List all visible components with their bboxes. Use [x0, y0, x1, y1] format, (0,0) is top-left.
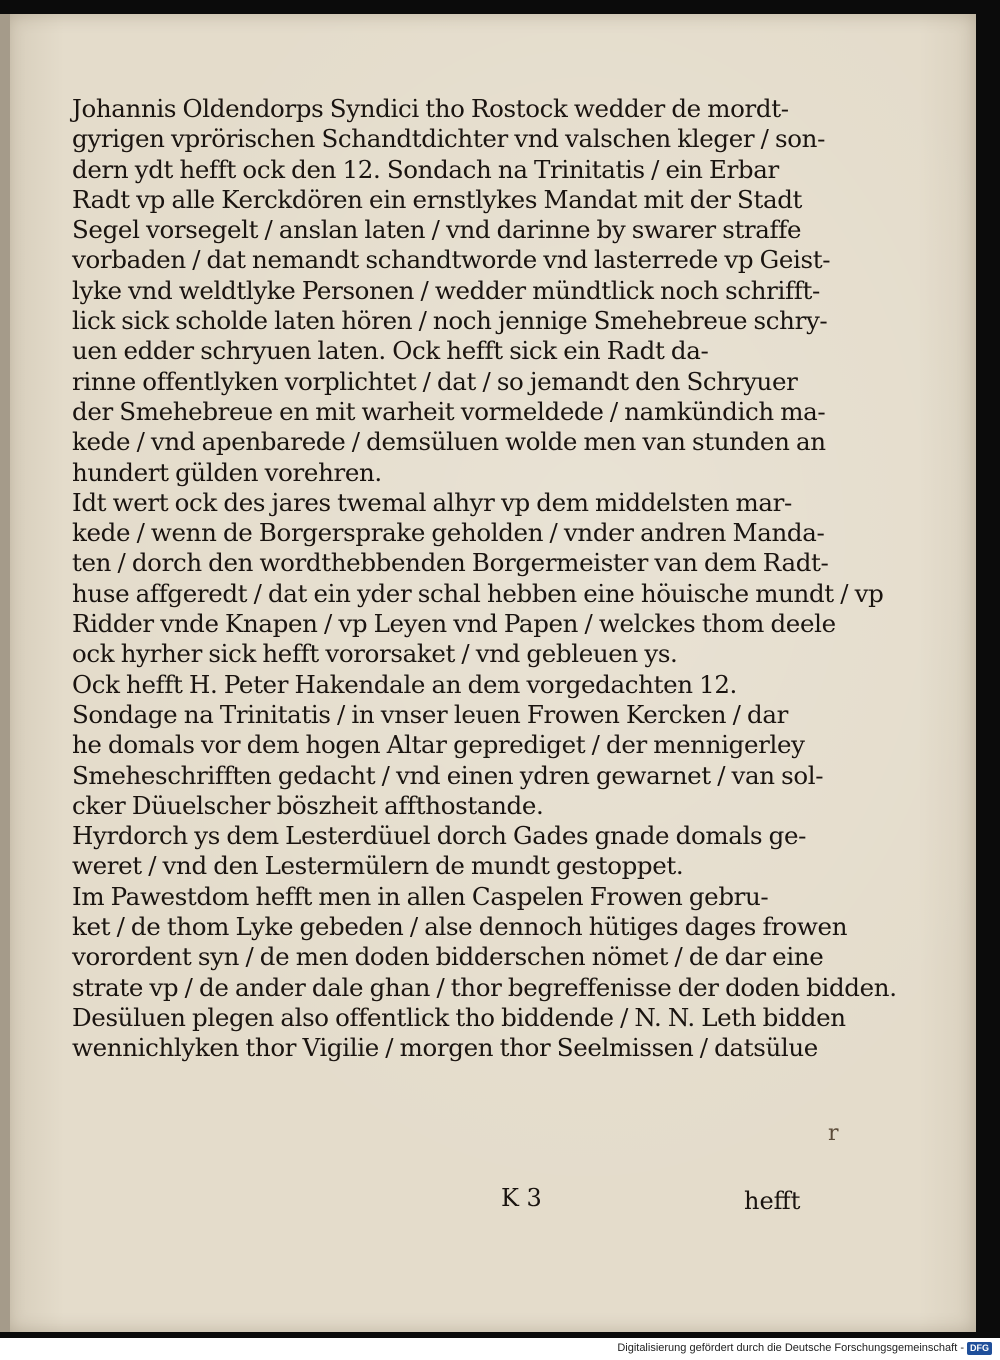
margin-mark: r: [828, 1121, 839, 1146]
text-line: uen edder schryuen laten. Ock hefft sick ein Radt da-: [72, 336, 709, 366]
text-line: Smeheschrifften gedacht / vnd einen ydren gewarnet / van sol-: [72, 760, 824, 790]
text-line: ock hyrher sick hefft vororsaket / vnd gebleuen ys.: [72, 639, 678, 669]
text-line: rinne offentlyken vorplichtet / dat / so jemandt den Schryuer: [72, 366, 798, 396]
text-line: wennichlyken thor Vigilie / morgen thor Seelmissen / datsülue: [72, 1033, 818, 1063]
text-line: Idt wert ock des jares twemal alhyr vp dem middelsten mar-: [72, 487, 792, 517]
funding-credit: Digitalisierung gefördert durch die Deutsche Forschungsgemeinschaft -: [617, 1342, 964, 1354]
page-body-text: [72, 94, 897, 1064]
text-line: vorbaden / dat nemandt schandtworde vnd lasterrede vp Geist-: [72, 245, 831, 275]
dfg-logo-icon: DFG: [967, 1342, 992, 1355]
text-line: Ridder vnde Knapen / vp Leyen vnd Papen / welckes thom deele: [72, 609, 836, 639]
text-line: Radt vp alle Kerckdören ein ernstlykes Mandat mit der Stadt: [72, 184, 803, 214]
text-line: Ock hefft H. Peter Hakendale an dem vorgedachten 12.: [72, 669, 737, 699]
text-line: huse affgeredt / dat ein yder schal hebben eine höuische mundt / vp: [72, 578, 884, 608]
text-line: ten / dorch den wordthebbenden Borgermeister van dem Radt-: [72, 548, 829, 578]
text-line: lyke vnd weldtlyke Personen / wedder mündtlick noch schrifft-: [72, 275, 820, 305]
text-line: he domals vor dem hogen Altar geprediget / der mennigerley: [72, 730, 805, 760]
book-page: [6, 14, 976, 1332]
text-line: hundert gülden vorehren.: [72, 457, 382, 487]
catchword: hefft: [744, 1187, 801, 1215]
text-line: gyrigen vprörischen Schandtdichter vnd valschen kleger / son-: [72, 124, 826, 154]
text-line: kede / vnd apenbarede / demsüluen wolde men van stunden an: [72, 427, 826, 457]
text-line: lick sick scholde laten hören / noch jennige Smehebreue schry-: [72, 306, 828, 336]
text-line: dern ydt hefft ock den 12. Sondach na Trinitatis / ein Erbar: [72, 154, 779, 184]
text-line: weret / vnd den Lestermülern de mundt gestoppet.: [72, 851, 684, 881]
signature-mark: K 3: [501, 1184, 542, 1212]
text-line: Im Pawestdom hefft men in allen Caspelen Frowen gebru-: [72, 881, 769, 911]
text-line: Johannis Oldendorps Syndici tho Rostock wedder de mordt-: [72, 94, 789, 123]
text-line: cker Düuelscher böszheit affthostande.: [72, 790, 544, 820]
text-line: Hyrdorch ys dem Lesterdüuel dorch Gades gnade domals ge-: [72, 821, 807, 851]
text-line: ket / de thom Lyke gebeden / alse dennoch hütiges dages frowen: [72, 912, 848, 942]
text-line: kede / wenn de Borgersprake geholden / vnder andren Manda-: [72, 518, 825, 548]
text-line: Desüluen plegen also offentlick tho biddende / N. N. Leth bidden: [72, 1002, 846, 1032]
text-line: vorordent syn / de men doden bidderschen nömet / de dar eine: [72, 942, 824, 972]
text-line: der Smehebreue en mit warheit vormeldede / namkündich ma-: [72, 396, 826, 426]
text-line: strate vp / de ander dale ghan / thor begreffenisse der doden bidden.: [72, 972, 897, 1002]
footer-bar: [0, 1338, 1000, 1360]
text-line: Sondage na Trinitatis / in vnser leuen Frowen Kercken / dar: [72, 699, 788, 729]
text-line: Segel vorsegelt / anslan laten / vnd darinne by swarer straffe: [72, 215, 802, 245]
